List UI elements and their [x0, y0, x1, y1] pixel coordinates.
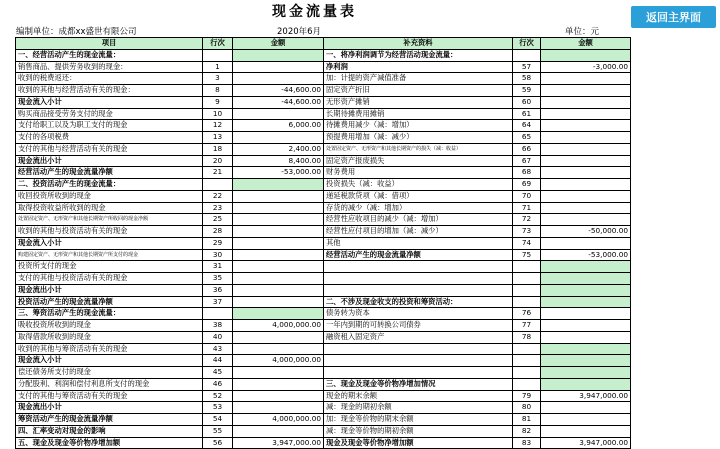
row-supp-seq: 59 — [513, 85, 541, 97]
row-supp-label — [324, 343, 513, 355]
row-supp-seq — [513, 273, 541, 285]
table-row — [16, 96, 631, 108]
row-supp-seq: 72 — [513, 214, 541, 226]
row-item-label: 偿还债务所支付的现金 — [16, 367, 203, 379]
table-row — [16, 437, 631, 449]
row-seq: 9 — [203, 96, 233, 108]
row-supp-amount — [541, 190, 631, 202]
table-row — [16, 308, 631, 320]
row-supp-amount — [541, 367, 631, 379]
row-supp-amount — [541, 143, 631, 155]
row-supp-amount — [541, 96, 631, 108]
row-supp-label: 减：现金的期初余额 — [324, 402, 513, 414]
row-item-label: 五、现金及现金等价物净增加额 — [16, 437, 203, 449]
row-supp-amount — [541, 132, 631, 144]
row-item-label: 投资所支付的现金 — [16, 261, 203, 273]
row-amount — [233, 249, 324, 261]
row-item-label: 支付的其他与投资活动有关的现金 — [16, 273, 203, 285]
row-amount — [233, 226, 324, 238]
row-amount — [233, 73, 324, 85]
row-supp-amount: -3,000.00 — [541, 61, 631, 73]
row-supp-seq: 71 — [513, 202, 541, 214]
row-supp-amount — [541, 108, 631, 120]
row-supp-label: 减：现金等价物的期初余额 — [324, 425, 513, 437]
row-supp-label: 长期待摊费用摊销 — [324, 108, 513, 120]
row-amount — [233, 261, 324, 273]
row-supp-label: 固定资产折旧 — [324, 85, 513, 97]
row-supp-seq: 74 — [513, 237, 541, 249]
row-supp-amount — [541, 296, 631, 308]
row-supp-amount — [541, 73, 631, 85]
table-row — [16, 414, 631, 426]
row-seq: 10 — [203, 108, 233, 120]
row-supp-seq: 75 — [513, 249, 541, 261]
col-header-amount: 金额 — [233, 38, 324, 50]
row-seq: 55 — [203, 425, 233, 437]
row-amount — [233, 308, 324, 320]
table-row — [16, 284, 631, 296]
row-supp-label — [324, 367, 513, 379]
row-seq: 25 — [203, 214, 233, 226]
row-seq: 3 — [203, 73, 233, 85]
row-supp-amount — [541, 214, 631, 226]
row-amount — [233, 179, 324, 191]
row-seq — [203, 49, 233, 61]
table-row — [16, 390, 631, 402]
row-supp-seq: 79 — [513, 390, 541, 402]
row-supp-amount: 3,947,000.00 — [541, 390, 631, 402]
row-supp-label: 财务费用 — [324, 167, 513, 179]
row-amount — [233, 343, 324, 355]
table-row — [16, 143, 631, 155]
row-supp-label: 存货的减少（减：增加） — [324, 202, 513, 214]
row-seq: 35 — [203, 273, 233, 285]
row-seq: 45 — [203, 367, 233, 379]
table-row — [16, 155, 631, 167]
row-supp-amount — [541, 49, 631, 61]
row-amount — [233, 190, 324, 202]
row-supp-label: 其他 — [324, 237, 513, 249]
row-amount: 6,000.00 — [233, 120, 324, 132]
row-supp-label: 经营性应付项目的增加（减：减少） — [324, 226, 513, 238]
unit-label: 单位：元 — [565, 27, 600, 37]
row-supp-amount — [541, 120, 631, 132]
row-supp-label: 加：现金等价物的期末余额 — [324, 414, 513, 426]
row-supp-seq — [513, 261, 541, 273]
row-item-label: 现金流出小计 — [16, 155, 203, 167]
row-amount — [233, 202, 324, 214]
table-row — [16, 202, 631, 214]
row-supp-seq: 61 — [513, 108, 541, 120]
row-supp-amount — [541, 261, 631, 273]
row-amount — [233, 367, 324, 379]
row-supp-label — [324, 284, 513, 296]
row-supp-label: 待摊费用减少（减：增加） — [324, 120, 513, 132]
row-supp-amount — [541, 402, 631, 414]
table-row — [16, 378, 631, 390]
row-supp-label: 加：计提的资产减值准备 — [324, 73, 513, 85]
row-amount: -44,600.00 — [233, 85, 324, 97]
row-item-label: 现金流入小计 — [16, 96, 203, 108]
table-row — [16, 343, 631, 355]
row-supp-amount — [541, 378, 631, 390]
table-row — [16, 261, 631, 273]
row-seq: 46 — [203, 378, 233, 390]
row-item-label: 购买商品接受劳务支付的现金 — [16, 108, 203, 120]
row-supp-amount — [541, 284, 631, 296]
row-seq: 20 — [203, 155, 233, 167]
row-amount — [233, 132, 324, 144]
row-seq: 56 — [203, 437, 233, 449]
row-item-label: 收回投资所收到的现金 — [16, 190, 203, 202]
table-row — [16, 73, 631, 85]
row-supp-label: 现金及现金等价物净增加额 — [324, 437, 513, 449]
row-seq: 53 — [203, 402, 233, 414]
row-item-label: 收到的税费返还： — [16, 73, 203, 85]
row-amount — [233, 425, 324, 437]
table-header-row — [16, 38, 631, 50]
table-row — [16, 85, 631, 97]
row-supp-amount — [541, 320, 631, 332]
row-item-label: 取得投资收益所收到的现金 — [16, 202, 203, 214]
row-item-label: 三、筹资活动产生的现金流量： — [16, 308, 203, 320]
row-supp-amount — [541, 308, 631, 320]
table-row — [16, 296, 631, 308]
row-item-label: 分配股利、利润和偿付利息所支付的现金 — [16, 378, 203, 390]
row-item-label: 支付的其他与筹资活动有关的现金 — [16, 390, 203, 402]
row-item-label: 投资活动产生的现金流量净额 — [16, 296, 203, 308]
row-supp-seq: 78 — [513, 331, 541, 343]
row-supp-label: 经营活动产生的现金流量净额 — [324, 249, 513, 261]
row-supp-seq: 65 — [513, 132, 541, 144]
table-row — [16, 425, 631, 437]
row-supp-amount — [541, 155, 631, 167]
col-header-amount2: 金额 — [541, 38, 631, 50]
row-supp-seq — [513, 343, 541, 355]
row-supp-seq: 82 — [513, 425, 541, 437]
row-seq: 29 — [203, 237, 233, 249]
row-supp-amount — [541, 167, 631, 179]
row-supp-seq: 70 — [513, 190, 541, 202]
row-item-label: 支付给职工以及为职工支付的现金 — [16, 120, 203, 132]
table-row — [16, 226, 631, 238]
row-seq: 31 — [203, 261, 233, 273]
row-supp-seq: 81 — [513, 414, 541, 426]
table-row — [16, 167, 631, 179]
row-supp-seq — [513, 355, 541, 367]
row-supp-label: 处置固定资产、无形资产和其他长期资产的损失（减：收益） — [324, 143, 513, 155]
row-seq: 40 — [203, 331, 233, 343]
row-seq: 43 — [203, 343, 233, 355]
table-row — [16, 237, 631, 249]
row-supp-seq — [513, 49, 541, 61]
row-item-label: 购建固定资产、无形资产和其他长期资产所支付的现金 — [16, 249, 203, 261]
row-supp-label: 一年内到期的可转换公司债券 — [324, 320, 513, 332]
row-supp-label: 现金的期末余额 — [324, 390, 513, 402]
row-supp-amount — [541, 202, 631, 214]
row-supp-seq — [513, 296, 541, 308]
row-supp-seq: 58 — [513, 73, 541, 85]
row-supp-label: 经营性应收项目的减少（减：增加） — [324, 214, 513, 226]
row-item-label: 吸收投资所收到的现金 — [16, 320, 203, 332]
row-supp-seq: 77 — [513, 320, 541, 332]
col-header-supp: 补充资料 — [324, 38, 513, 50]
row-supp-label: 二、不涉及现金收支的投资和筹资活动： — [324, 296, 513, 308]
table-row — [16, 132, 631, 144]
row-supp-label: 无形资产摊销 — [324, 96, 513, 108]
row-item-label: 现金流入小计 — [16, 237, 203, 249]
table-row — [16, 190, 631, 202]
col-header-seq2: 行次 — [513, 38, 541, 50]
row-amount — [233, 61, 324, 73]
row-item-label: 处置固定资产、无形资产和其他长期资产所收回的现金净额 — [16, 214, 203, 226]
row-supp-seq: 83 — [513, 437, 541, 449]
row-seq: 37 — [203, 296, 233, 308]
row-amount: 4,000,000.00 — [233, 414, 324, 426]
row-supp-label: 三、现金及现金等价物净增加情况 — [324, 378, 513, 390]
cash-flow-table — [15, 37, 631, 449]
row-item-label: 经营活动产生的现金流量净额 — [16, 167, 203, 179]
row-supp-amount — [541, 414, 631, 426]
row-item-label: 支付的各项税费 — [16, 132, 203, 144]
table-row — [16, 367, 631, 379]
row-item-label: 销售商品、提供劳务收到的现金： — [16, 61, 203, 73]
row-supp-label: 预提费用增加（减：减少） — [324, 132, 513, 144]
row-seq: 1 — [203, 61, 233, 73]
row-supp-amount — [541, 355, 631, 367]
row-amount — [233, 214, 324, 226]
table-row — [16, 402, 631, 414]
row-amount — [233, 378, 324, 390]
row-supp-amount — [541, 331, 631, 343]
row-supp-label: 投资损失（减：收益） — [324, 179, 513, 191]
row-seq: 12 — [203, 120, 233, 132]
row-supp-amount — [541, 273, 631, 285]
row-supp-label: 递延税款贷项（减：借项） — [324, 190, 513, 202]
row-supp-seq: 57 — [513, 61, 541, 73]
row-item-label: 四、汇率变动对现金的影响 — [16, 425, 203, 437]
row-supp-seq — [513, 378, 541, 390]
row-supp-seq: 73 — [513, 226, 541, 238]
row-item-label: 二、投资活动产生的现金流量： — [16, 179, 203, 191]
row-supp-amount — [541, 237, 631, 249]
row-supp-label: 债务转为资本 — [324, 308, 513, 320]
row-seq: 44 — [203, 355, 233, 367]
row-supp-label — [324, 355, 513, 367]
return-main-button[interactable]: 返回主界面 — [631, 6, 716, 28]
row-supp-amount — [541, 425, 631, 437]
row-seq: 36 — [203, 284, 233, 296]
row-supp-amount — [541, 85, 631, 97]
row-amount — [233, 108, 324, 120]
row-supp-amount: 3,947,000.00 — [541, 437, 631, 449]
row-seq: 23 — [203, 202, 233, 214]
row-seq: 22 — [203, 190, 233, 202]
row-seq: 28 — [203, 226, 233, 238]
table-row — [16, 355, 631, 367]
row-item-label: 现金流出小计 — [16, 284, 203, 296]
row-amount — [233, 49, 324, 61]
row-amount — [233, 402, 324, 414]
row-item-label: 收到的其他与经营活动有关的现金： — [16, 85, 203, 97]
row-amount — [233, 273, 324, 285]
row-amount — [233, 390, 324, 402]
row-supp-seq: 69 — [513, 179, 541, 191]
report-date: 2020年6月 — [277, 27, 322, 37]
table-row — [16, 120, 631, 132]
row-amount — [233, 331, 324, 343]
row-supp-seq: 64 — [513, 120, 541, 132]
row-supp-label: 一、将净利润调节为经营活动现金流量： — [324, 49, 513, 61]
row-seq: 38 — [203, 320, 233, 332]
row-seq: 8 — [203, 85, 233, 97]
row-supp-amount — [541, 179, 631, 191]
row-amount: 4,000,000.00 — [233, 320, 324, 332]
table-row — [16, 108, 631, 120]
row-seq: 13 — [203, 132, 233, 144]
row-seq: 21 — [203, 167, 233, 179]
row-item-label: 支付的其他与经营活动有关的现金 — [16, 143, 203, 155]
row-amount: -44,600.00 — [233, 96, 324, 108]
row-item-label: 收到的其他与筹资活动有关的现金 — [16, 343, 203, 355]
row-supp-seq: 80 — [513, 402, 541, 414]
row-amount: -53,000.00 — [233, 167, 324, 179]
row-seq — [203, 308, 233, 320]
row-supp-amount: -50,000.00 — [541, 226, 631, 238]
col-header-item: 项目 — [16, 38, 203, 50]
row-seq: 18 — [203, 143, 233, 155]
row-seq: 54 — [203, 414, 233, 426]
row-supp-label — [324, 273, 513, 285]
row-amount: 2,400.00 — [233, 143, 324, 155]
row-supp-seq: 68 — [513, 167, 541, 179]
table-row — [16, 320, 631, 332]
row-amount — [233, 284, 324, 296]
row-supp-label: 固定资产报废损失 — [324, 155, 513, 167]
row-supp-seq: 76 — [513, 308, 541, 320]
row-item-label: 现金流出小计 — [16, 402, 203, 414]
row-amount: 8,400.00 — [233, 155, 324, 167]
row-item-label: 现金流入小计 — [16, 355, 203, 367]
row-seq: 30 — [203, 249, 233, 261]
table-row — [16, 249, 631, 261]
row-amount — [233, 296, 324, 308]
table-row — [16, 331, 631, 343]
table-row — [16, 179, 631, 191]
row-item-label: 取得借款所收到的现金 — [16, 331, 203, 343]
table-row — [16, 273, 631, 285]
row-supp-seq: 66 — [513, 143, 541, 155]
row-supp-amount — [541, 343, 631, 355]
row-item-label: 一、经营活动产生的现金流量： — [16, 49, 203, 61]
table-row — [16, 214, 631, 226]
row-item-label: 筹资活动产生的现金流量净额 — [16, 414, 203, 426]
row-supp-label: 融资租入固定资产 — [324, 331, 513, 343]
row-supp-seq — [513, 367, 541, 379]
company-label: 编制单位：成都xx盛世有限公司 — [16, 27, 137, 37]
row-supp-seq: 67 — [513, 155, 541, 167]
row-seq — [203, 179, 233, 191]
row-supp-label — [324, 261, 513, 273]
row-supp-amount: -53,000.00 — [541, 249, 631, 261]
row-supp-seq: 60 — [513, 96, 541, 108]
col-header-seq: 行次 — [203, 38, 233, 50]
page-title: 现金流量表 — [272, 4, 357, 20]
row-supp-seq — [513, 284, 541, 296]
row-amount: 4,000,000.00 — [233, 355, 324, 367]
row-amount: 3,947,000.00 — [233, 437, 324, 449]
row-amount — [233, 237, 324, 249]
table-row — [16, 61, 631, 73]
row-supp-label: 净利润 — [324, 61, 513, 73]
table-row — [16, 49, 631, 61]
row-item-label: 收到的其他与投资活动有关的现金 — [16, 226, 203, 238]
row-seq: 52 — [203, 390, 233, 402]
